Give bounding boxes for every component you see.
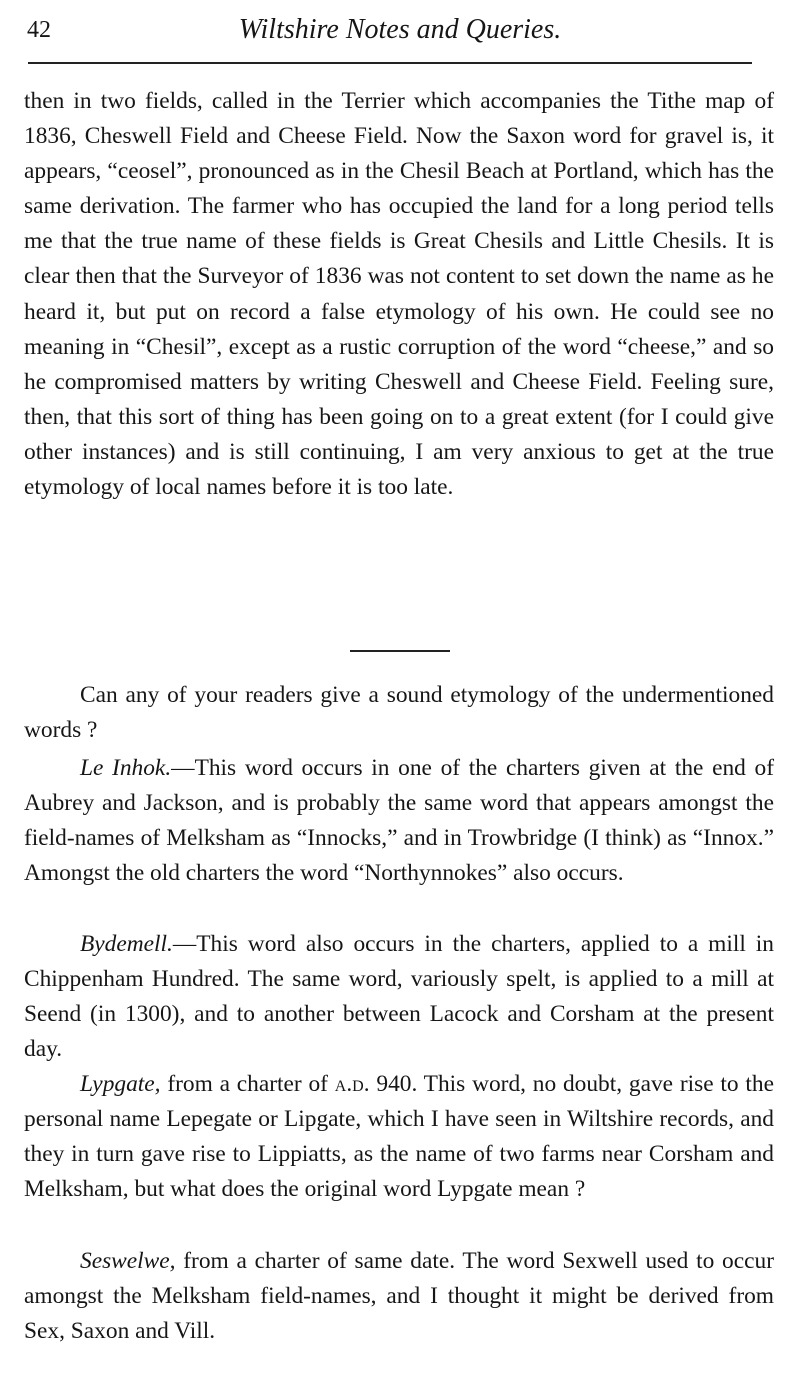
entry-text-before: from a charter of [160,1071,335,1097]
entry-term: Lypgate, [80,1071,161,1097]
header-rule [28,62,752,64]
entry-term: Bydemell. [80,931,173,957]
running-title: Wiltshire Notes and Queries. [238,14,562,45]
entry-term: Seswelwe, [80,1248,176,1274]
entry-seswelwe [24,1244,774,1349]
paragraph-query: Can any of your readers give a sound etymology of the undermentioned words ? [24,682,774,744]
page-header [0,0,800,70]
entry-term: Le Inhok. [80,755,172,781]
entry-lypgate [24,1067,774,1207]
entry-le-inhok [24,751,774,891]
page-number: 42 [27,17,51,43]
entry-text: from a charter of same date. The word Sexwell used to occur amongst the Melksham field-names, and I thought it might be derived from Sex, Saxon and Vill. [24,1248,774,1345]
entry-bydemell [24,927,774,1067]
entry-text: —This word occurs in one of the charters given at the end of Aubrey and Jackson, and is probably the same word that appears amongst the field-names of Melksham as “Innocks,” and in Trowbridge (I think) as “Innox.” Amongst the old charters the word “Northynnokes” also occurs. [24,755,775,887]
entry-text: —This word also occurs in the charters, applied to a mill in Chippenham Hundred. The same word, variously spelt, is applied to a mill at Seend (in 1300), and to another between Lacock and Corsham at the present day. [24,931,774,1063]
paragraph-cheswell: then in two fields, called in the Terrier which accompanies the Tithe map of 1836, Cheswell Field and Cheese Field. Now the Saxon word for gravel is, it appears, “ceosel”, pronounced as in the Chesil Beach at Portland, which has the same derivation. The farmer who has occupied the land for a long period tells me that the true name of these fields is Great Chesils and Little Chesils. It is clear then that the Surveyor of 1836 was not content to set down the name as he heard it, but put on record a false etymology of his own. He could see no meaning in “Chesil”, except as a rustic corruption of the word “cheese,” and so he compromised matters by writing Cheswell and Cheese Field. Feeling sure, then, that this sort of thing has been going on to a great extent (for I could give other instances) and is still continuing, I am very anxious to get at the true etymology of local names before it is too late. [24,88,774,501]
era-abbreviation: a.d. [334,1071,370,1097]
entry-text: 940. This word, no doubt, gave rise to the personal name Lepegate or Lipgate, which I have seen in Wiltshire records, and they in turn gave rise to Lippiatts, as the name of two farms near Corsham and Melksham, but what does the original word Lypgate mean ? [24,1071,774,1203]
section-divider [350,650,450,652]
